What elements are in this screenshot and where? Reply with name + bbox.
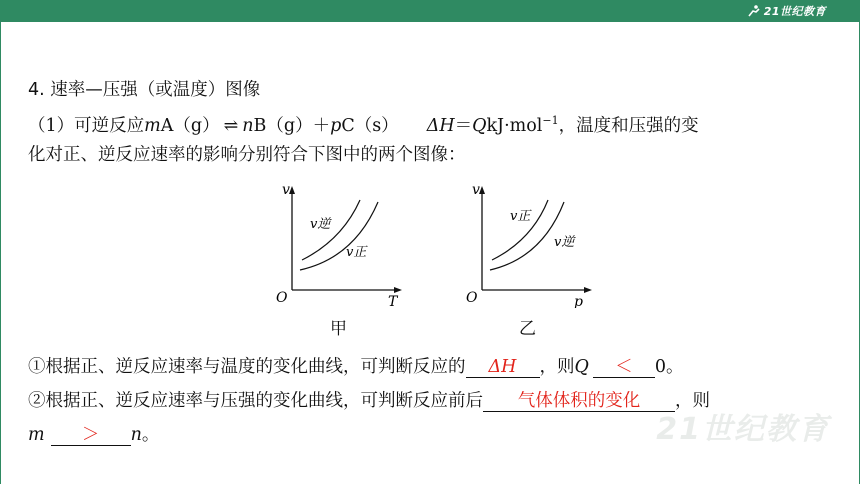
x-axis-label: p [574, 294, 583, 308]
runner-logo-icon [747, 5, 761, 17]
site-logo [747, 3, 826, 19]
x-axis-arrow [394, 287, 402, 293]
graph-yi [460, 180, 600, 308]
y-axis-label: v [472, 182, 480, 198]
curve-lower-label: v逆 [554, 235, 575, 250]
answer-delta-h: ΔH [466, 357, 540, 378]
graph-jia-caption: 甲 [330, 319, 347, 339]
top-banner [0, 0, 860, 22]
x-axis-arrow [584, 287, 592, 293]
curve-lower-label: v正 [346, 245, 367, 260]
graph-yi-caption: 乙 [519, 319, 536, 339]
reaction-line: （1）可逆反应mA（g） ⇌ nB（g）＋pC（s） ΔH＝QkJ·mol$^{-1}$，温度和压强的变 [28, 114, 699, 136]
paragraph-line-2: 化对正、逆反应速率的影响分别符合下图中的两个图像： [28, 145, 466, 165]
question-2: ②根据正、逆反应速率与压强的变化曲线，可判断反应前后 气体体积的变化 ，则 [28, 391, 710, 411]
x-axis-label: T [388, 294, 398, 308]
logo-text: 21世纪教育 [763, 5, 826, 18]
graph-jia [270, 180, 410, 308]
watermark: 21世纪教育 [656, 412, 830, 447]
origin-label: O [466, 290, 478, 306]
answer-q-sign: ＜ [593, 357, 655, 378]
curve-upper-label: v逆 [310, 217, 331, 232]
question-3: m ＞ n。 [28, 425, 160, 445]
section-title: 4. 速率—压强（或温度）图像 [28, 80, 261, 100]
curve-upper-label: v正 [510, 209, 531, 224]
answer-m-n-relation: ＞ [51, 425, 131, 446]
answer-gas-volume: 气体体积的变化 [483, 391, 675, 412]
question-1: ①根据正、逆反应速率与温度的变化曲线，可判断反应的 ΔH ，则Q ＜ 0。 [28, 357, 684, 377]
y-axis-label: v [282, 182, 290, 198]
equilibrium-arrow: ⇌ [223, 116, 239, 136]
origin-label: O [276, 290, 288, 306]
